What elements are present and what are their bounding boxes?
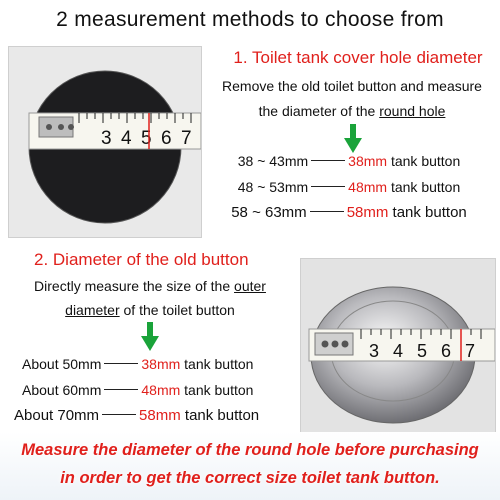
tape1-digit: 3 — [101, 128, 112, 149]
dash-line — [104, 363, 138, 364]
method1-desc-line1: Remove the old toilet button and measure — [222, 78, 482, 94]
method1-row: 48 ~ 53mm 48mm tank button — [237, 179, 461, 195]
dash-line — [310, 211, 344, 212]
method1-heading: 1. Toilet tank cover hole diameter — [233, 48, 483, 67]
method2-row: About 70mm 58mm tank button — [14, 407, 260, 424]
tape2-digit: 6 — [441, 341, 452, 361]
method2-row: About 60mm 48mm tank button — [22, 382, 254, 398]
dash-line — [311, 160, 345, 161]
tape2-digit: 5 — [417, 341, 428, 361]
method2-desc-line1: Directly measure the size of the outer — [34, 278, 266, 294]
dash-line — [311, 186, 345, 187]
tape1-digit: 6 — [161, 128, 172, 149]
tape2-digit: 7 — [465, 341, 476, 361]
tape2-digit: 4 — [393, 341, 404, 361]
method1-desc-line2: the diameter of the round hole — [258, 103, 446, 119]
hole-measure-photo — [8, 46, 202, 238]
bottom-note-line2: in order to get the correct size toilet tank button. — [60, 469, 440, 487]
tape1-digit: 5 — [141, 128, 152, 149]
page-title: 2 measurement methods to choose from — [56, 8, 444, 31]
dash-line — [102, 414, 136, 415]
arrow-down-icon — [140, 322, 160, 352]
hole-measure-illustration — [9, 47, 201, 237]
method1-row: 38 ~ 43mm 38mm tank button — [237, 153, 461, 169]
method1-row: 58 ~ 63mm 58mm tank button — [231, 204, 467, 221]
bottom-note-line1: Measure the diameter of the round hole before purchasing — [21, 441, 479, 459]
tape2-digit: 3 — [369, 341, 380, 361]
button-measure-photo — [300, 258, 496, 434]
method2-desc-line2: diameter of the toilet button — [65, 302, 235, 318]
method2-heading: 2. Diameter of the old button — [34, 250, 249, 269]
arrow-down-icon — [343, 124, 363, 154]
button-measure-illustration — [301, 259, 495, 433]
dash-line — [104, 389, 138, 390]
tape1-digit: 4 — [121, 128, 132, 149]
tape1-digit: 7 — [181, 128, 192, 149]
method2-row: About 50mm 38mm tank button — [22, 356, 254, 372]
